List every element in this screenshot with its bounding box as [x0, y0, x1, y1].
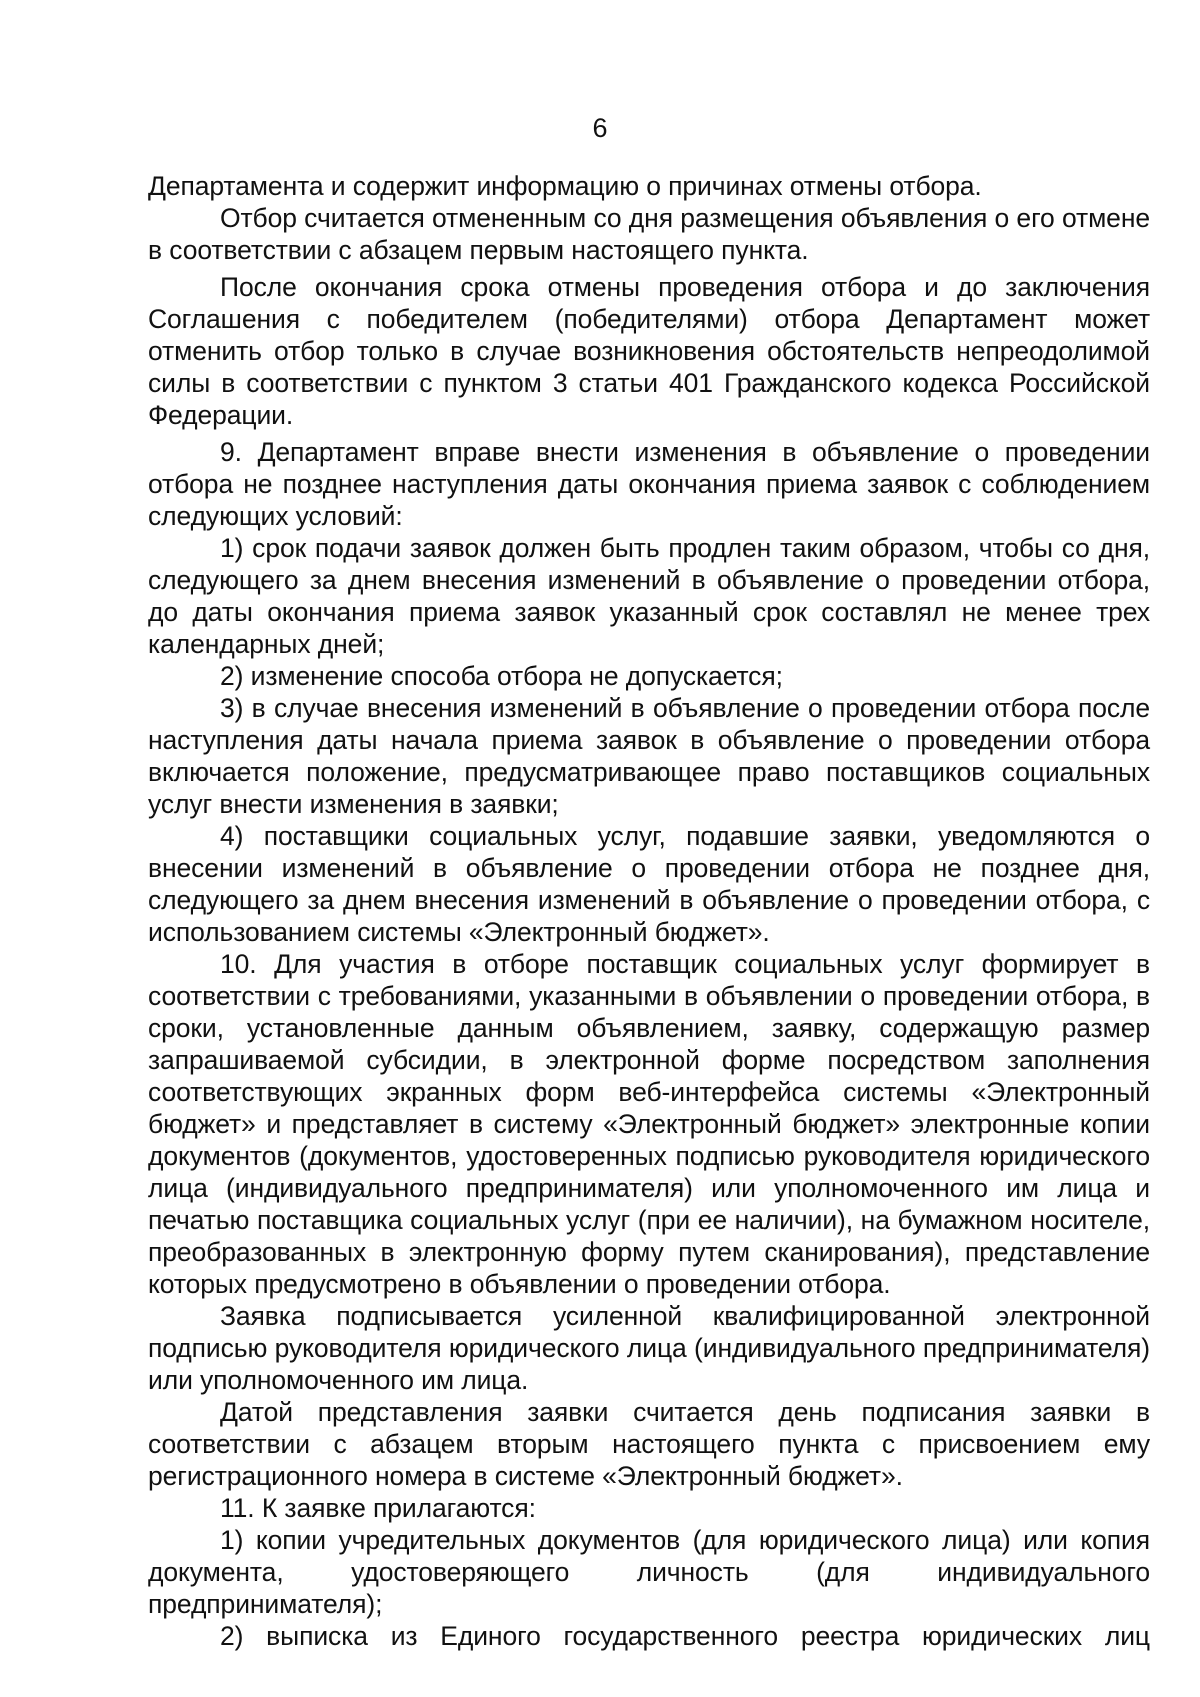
paragraph-submission-date: Датой представления заявки считается день подписания заявки в соответствии с абзацем вторым настоящего пункта с присвоением ему регистрационного номера в системе «Электронный бюджет». — [148, 1397, 1150, 1491]
list-item-9-2: 2) изменение способа отбора не допускается; — [220, 661, 783, 691]
list-item-9-3: 3) в случае внесения изменений в объявление о проведении отбора после наступления даты начала приема заявок в объявление о проведении отбора включается положение, предусматривающее право поставщиков социальных услуг внести изменения в заявки; — [148, 693, 1150, 819]
paragraph-force-majeure: После окончания срока отмены проведения отбора и до заключения Соглашения с победителем (победителями) отбора Департамент может отменить отбор только в случае возникновения обстоятельств непреодолимой силы в соответствии с пунктом 3 статьи 401 Гражданского кодекса Российской Федерации. — [148, 272, 1150, 430]
paragraph-cancellation-date: Отбор считается отмененным со дня размещения объявления о его отмене в соответствии с абзацем первым настоящего пункта. — [148, 203, 1150, 265]
list-item-11-2: 2) выписка из Единого государственного реестра юридических лиц — [220, 1621, 1150, 1651]
paragraph-section-9: 9. Департамент вправе внести изменения в объявление о проведении отбора не позднее наступления даты окончания приема заявок с соблюдением следующих условий: — [148, 437, 1150, 531]
list-item-9-1: 1) срок подачи заявок должен быть продлен таким образом, чтобы со дня, следующего за днем внесения изменений в объявление о проведении отбора, до даты окончания приема заявок указанный срок составлял не менее трех календарных дней; — [148, 533, 1150, 659]
paragraph-section-10: 10. Для участия в отборе поставщик социальных услуг формирует в соответствии с требованиями, указанными в объявлении о проведении отбора, в сроки, установленные данным объявлением, заявку, содержащую размер запрашиваемой субсидии, в электронной форме посредством заполнения соответствующих экранных форм веб-интерфейса системы «Электронный бюджет» и представляет в систему «Электронный бюджет» электронные копии документов (документов, удостоверенных подписью руководителя юридического лица (индивидуального предпринимателя) или уполномоченного им лица и печатью поставщика социальных услуг (при ее наличии), на бумажном носителе, преобразованных в электронную форму путем сканирования), представление которых предусмотрено в объявлении о проведении отбора. — [148, 949, 1150, 1299]
document-body — [148, 170, 1150, 1652]
paragraph-section-11: 11. К заявке прилагаются: — [220, 1493, 536, 1523]
paragraph-application-signature: Заявка подписывается усиленной квалифицированной электронной подписью руководителя юридического лица (индивидуального предпринимателя) или уполномоченного им лица. — [148, 1301, 1150, 1395]
paragraph-continuation: Департамента и содержит информацию о причинах отмены отбора. — [148, 171, 982, 201]
list-item-11-1: 1) копии учредительных документов (для юридического лица) или копия документа, удостоверяющего личность (для индивидуального предпринимателя); — [148, 1525, 1150, 1619]
list-item-9-4: 4) поставщики социальных услуг, подавшие заявки, уведомляются о внесении изменений в объявление о проведении отбора не позднее дня, следующего за днем внесения изменений в объявление о проведении отбора, с использованием системы «Электронный бюджет». — [148, 821, 1150, 947]
page-number: 6 — [592, 113, 608, 143]
